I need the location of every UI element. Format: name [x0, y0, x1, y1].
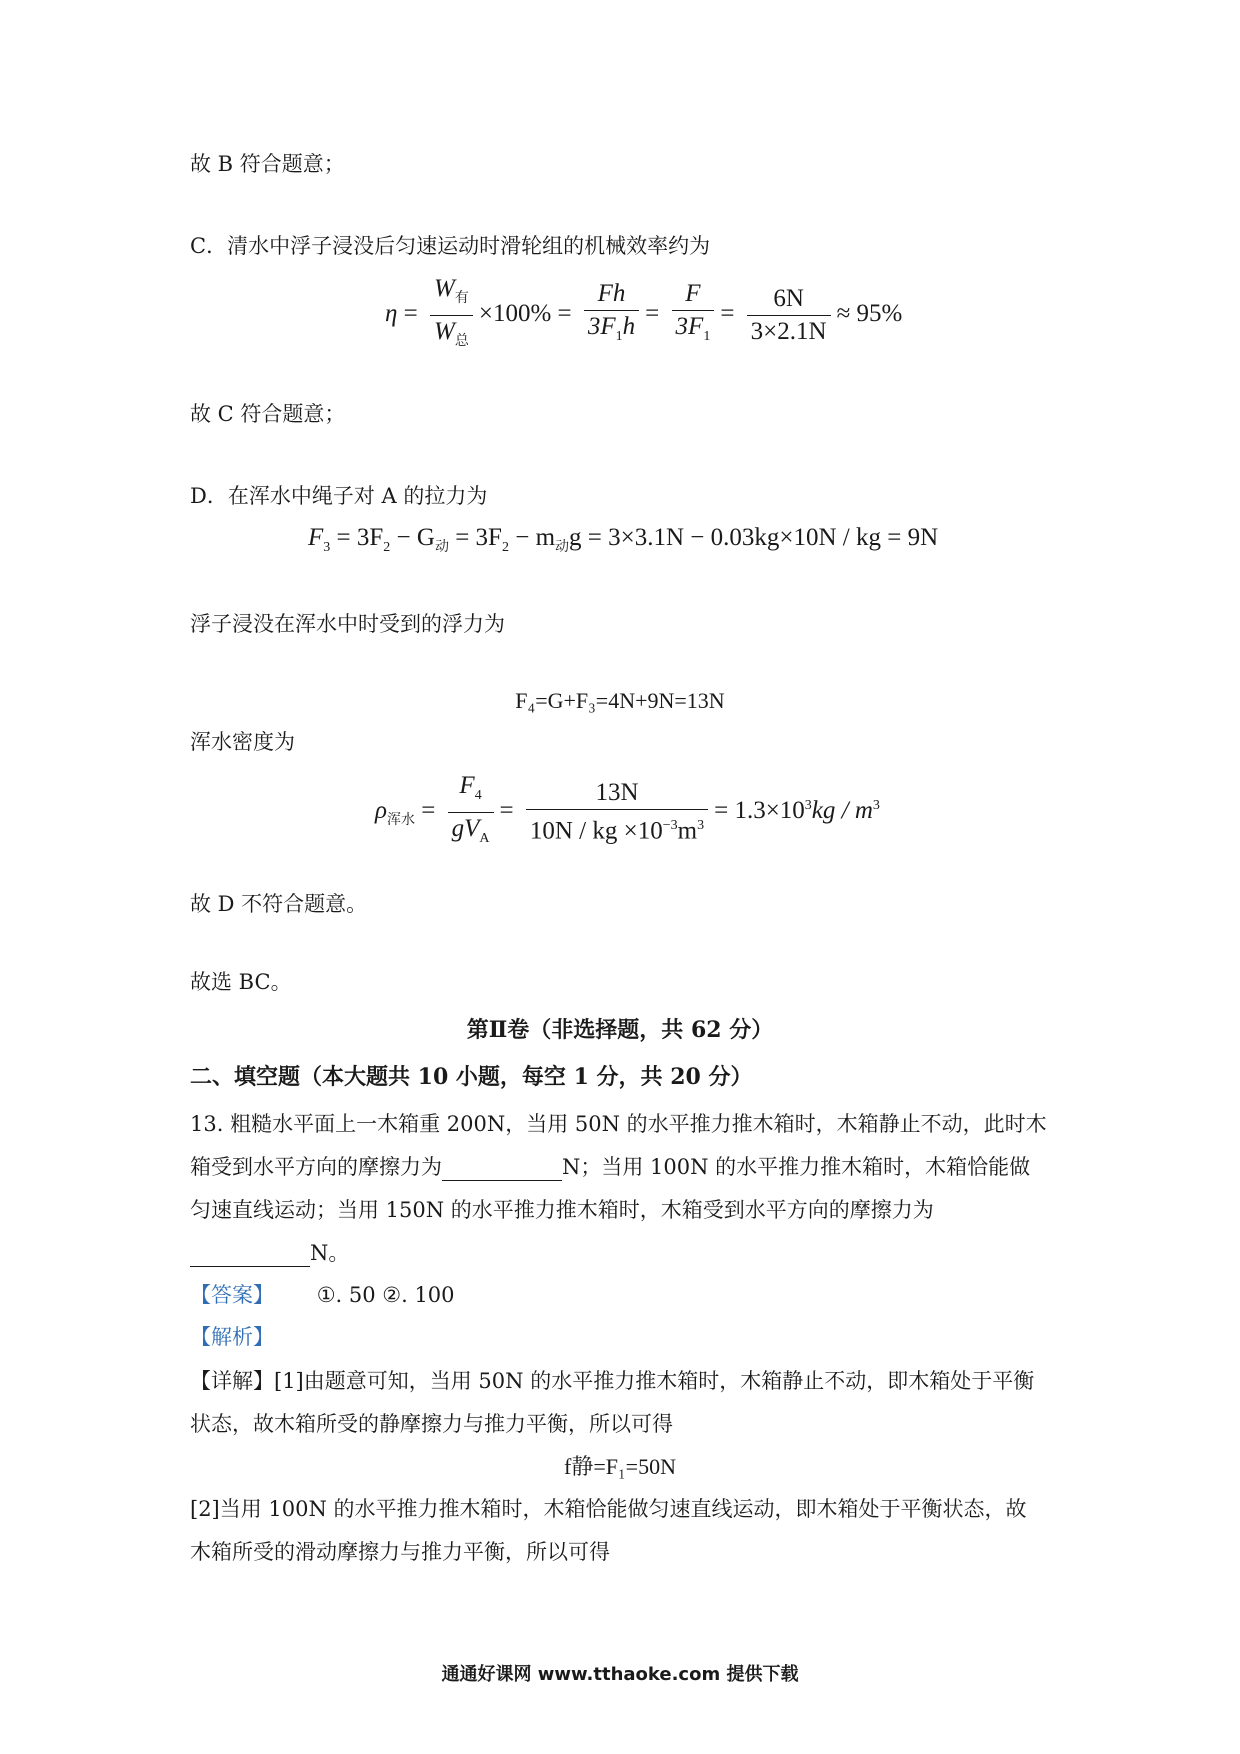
page-footer: 通通好课网 www.tthaoke.com 提供下载 — [441, 1664, 799, 1685]
detail-line4: 木箱所受的滑动摩擦力与推力平衡，所以可得 — [190, 1540, 610, 1564]
choose-answer: 故选 BC。 — [190, 970, 292, 994]
answer-blank — [190, 1244, 310, 1267]
q13-line1: 13. 粗糙水平面上一木箱重 200N，当用 50N 的水平推力推木箱时，木箱静止不动，此时木 — [190, 1112, 1047, 1136]
float-intro: 浮子浸没在浑水中时受到的浮力为 — [190, 612, 505, 636]
answer-blank — [442, 1158, 562, 1181]
static-friction-equation: f静=F₁=50N — [564, 1454, 676, 1479]
analysis-tag: 【解析】 — [190, 1325, 274, 1349]
answer-row — [190, 1281, 455, 1309]
q13-line4: N。 — [190, 1239, 349, 1267]
density-equation: $\rho_{浑水}$ = $\frac{F_4}{gV_A}$ = $\frac{13N}{10N / kg \times 10^{-3}m^3}$ = $1.3\times 10^3kg / m^3$ — [375, 772, 880, 846]
f3-equation: $F_3 = 3F_2 - G_动 = 3F_2 - m_动g = 3\times 3.1N - 0.03kg\times 10N$ / kg = 9N — [308, 524, 939, 555]
c-intro: C．清水中浮子浸没后匀速运动时滑轮组的机械效率约为 — [190, 234, 711, 258]
detail-line2: 状态，故木箱所受的静摩擦力与推力平衡，所以可得 — [190, 1412, 673, 1436]
detail-line1: 【详解】[1]由题意可知，当用 50N 的水平推力推木箱时，木箱静止不动，即木箱处于平衡 — [190, 1369, 1035, 1393]
fill-blank-title: 二、填空题（本大题共 10 小题，每空 1 分，共 20 分） — [190, 1064, 753, 1090]
d-conclusion: 故 D 不符合题意。 — [190, 892, 368, 916]
q13-line3: 匀速直线运动；当用 150N 的水平推力推木箱时，木箱受到水平方向的摩擦力为 — [190, 1198, 934, 1222]
detail-line3: [2]当用 100N 的水平推力推木箱时，木箱恰能做匀速直线运动，即木箱处于平衡状态，故 — [190, 1497, 1027, 1521]
answer-tag: 【答案】 — [190, 1283, 274, 1307]
answer-text: ①. 50 ②. 100 — [316, 1283, 455, 1307]
q13-line2: 箱受到水平方向的摩擦力为 N；当用 100N 的水平推力推木箱时，木箱恰能做 — [190, 1155, 1031, 1179]
b-conclusion: 故 B 符合题意； — [190, 152, 345, 176]
part2-title: 第Ⅱ卷（非选择题，共 62 分） — [466, 1017, 774, 1043]
density-intro: 浑水密度为 — [190, 730, 295, 754]
d-intro: D．在浑水中绳子对 A 的拉力为 — [190, 484, 488, 508]
c-conclusion: 故 C 符合题意； — [190, 402, 346, 426]
efficiency-equation: η = $\frac{W_有}{W_总}$ ×100% = $\frac{Fh}{3F_1h}$ = $\frac{F}{3F_1}$ = $\frac{6N}{3\times 2.1N}$ ≈ 95% — [385, 275, 903, 349]
buoyancy-equation: F₄=G+F₃=4N+9N=13N — [515, 688, 725, 713]
